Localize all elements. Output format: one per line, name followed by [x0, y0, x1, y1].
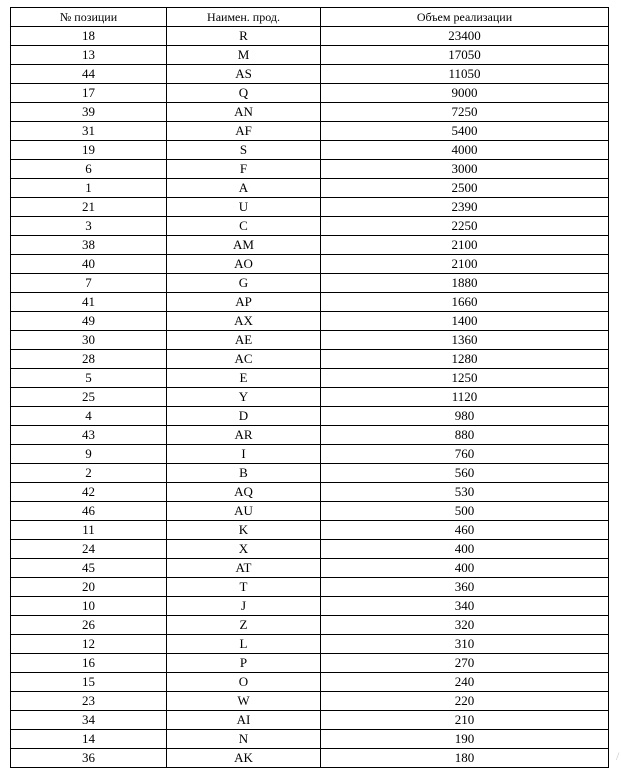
table-row: [11, 483, 609, 502]
cell-position-number: 36: [11, 749, 167, 768]
cell-position-number: 44: [11, 65, 167, 84]
cell-product-name: A: [167, 179, 321, 198]
cell-product-name: U: [167, 198, 321, 217]
cell-sales-volume: 3000: [321, 160, 609, 179]
table-row: [11, 46, 609, 65]
table-row: [11, 559, 609, 578]
cell-position-number: 21: [11, 198, 167, 217]
cell-position-number: 9: [11, 445, 167, 464]
table-row: [11, 730, 609, 749]
table-row: [11, 464, 609, 483]
cell-product-name: L: [167, 635, 321, 654]
table-row: [11, 597, 609, 616]
cell-position-number: 2: [11, 464, 167, 483]
cell-product-name: AC: [167, 350, 321, 369]
cell-sales-volume: 270: [321, 654, 609, 673]
cell-sales-volume: 760: [321, 445, 609, 464]
cell-sales-volume: 4000: [321, 141, 609, 160]
table-row: [11, 160, 609, 179]
table-row: [11, 616, 609, 635]
cell-sales-volume: 980: [321, 407, 609, 426]
cell-sales-volume: 400: [321, 559, 609, 578]
table-row: [11, 179, 609, 198]
table-row: [11, 388, 609, 407]
table-row: [11, 65, 609, 84]
cell-sales-volume: 11050: [321, 65, 609, 84]
cell-product-name: E: [167, 369, 321, 388]
cell-product-name: AP: [167, 293, 321, 312]
cell-sales-volume: 460: [321, 521, 609, 540]
cell-product-name: AT: [167, 559, 321, 578]
cell-position-number: 13: [11, 46, 167, 65]
cell-position-number: 6: [11, 160, 167, 179]
cell-position-number: 43: [11, 426, 167, 445]
cell-sales-volume: 7250: [321, 103, 609, 122]
header-sales-volume: Объем реализации: [321, 8, 609, 27]
table-row: [11, 407, 609, 426]
cell-position-number: 26: [11, 616, 167, 635]
cell-position-number: 25: [11, 388, 167, 407]
table-row: [11, 749, 609, 768]
cell-sales-volume: 1400: [321, 312, 609, 331]
table-row: [11, 84, 609, 103]
cell-position-number: 16: [11, 654, 167, 673]
table-row: [11, 274, 609, 293]
table-row: [11, 426, 609, 445]
cell-product-name: D: [167, 407, 321, 426]
table-row: [11, 521, 609, 540]
table-row: [11, 578, 609, 597]
cell-product-name: AQ: [167, 483, 321, 502]
table-header: [11, 8, 609, 27]
cell-product-name: I: [167, 445, 321, 464]
header-row: [11, 8, 609, 27]
cell-sales-volume: 190: [321, 730, 609, 749]
cell-position-number: 14: [11, 730, 167, 749]
table-row: [11, 673, 609, 692]
table-row: [11, 141, 609, 160]
cell-product-name: AF: [167, 122, 321, 141]
cell-position-number: 31: [11, 122, 167, 141]
cell-position-number: 38: [11, 236, 167, 255]
cell-sales-volume: 23400: [321, 27, 609, 46]
table-row: [11, 369, 609, 388]
cell-position-number: 41: [11, 293, 167, 312]
cell-product-name: Y: [167, 388, 321, 407]
table-row: [11, 635, 609, 654]
cell-position-number: 5: [11, 369, 167, 388]
cell-product-name: Q: [167, 84, 321, 103]
table-row: [11, 103, 609, 122]
cell-product-name: M: [167, 46, 321, 65]
cell-position-number: 15: [11, 673, 167, 692]
cell-product-name: AI: [167, 711, 321, 730]
cell-sales-volume: 210: [321, 711, 609, 730]
cell-product-name: N: [167, 730, 321, 749]
table-row: [11, 27, 609, 46]
cell-product-name: B: [167, 464, 321, 483]
cell-position-number: 24: [11, 540, 167, 559]
cell-position-number: 3: [11, 217, 167, 236]
cell-product-name: AS: [167, 65, 321, 84]
table-row: [11, 350, 609, 369]
cell-product-name: AU: [167, 502, 321, 521]
cell-product-name: J: [167, 597, 321, 616]
cell-sales-volume: 1250: [321, 369, 609, 388]
cell-sales-volume: 9000: [321, 84, 609, 103]
cell-sales-volume: 240: [321, 673, 609, 692]
cell-sales-volume: 180: [321, 749, 609, 768]
cell-sales-volume: 880: [321, 426, 609, 445]
cell-position-number: 17: [11, 84, 167, 103]
table-row: [11, 331, 609, 350]
table-row: [11, 540, 609, 559]
cell-product-name: T: [167, 578, 321, 597]
cell-position-number: 40: [11, 255, 167, 274]
cell-position-number: 30: [11, 331, 167, 350]
cell-sales-volume: 1280: [321, 350, 609, 369]
table-row: [11, 312, 609, 331]
cell-product-name: O: [167, 673, 321, 692]
cell-position-number: 1: [11, 179, 167, 198]
cell-sales-volume: 310: [321, 635, 609, 654]
cell-position-number: 4: [11, 407, 167, 426]
table-body: [11, 27, 609, 768]
cell-position-number: 12: [11, 635, 167, 654]
cell-product-name: R: [167, 27, 321, 46]
table-row: [11, 255, 609, 274]
cell-sales-volume: 1880: [321, 274, 609, 293]
cell-product-name: K: [167, 521, 321, 540]
table-row: [11, 692, 609, 711]
cell-product-name: X: [167, 540, 321, 559]
cell-product-name: W: [167, 692, 321, 711]
cell-sales-volume: 5400: [321, 122, 609, 141]
cell-product-name: AX: [167, 312, 321, 331]
cell-position-number: 42: [11, 483, 167, 502]
cell-product-name: AO: [167, 255, 321, 274]
cell-position-number: 39: [11, 103, 167, 122]
cell-product-name: AR: [167, 426, 321, 445]
cell-product-name: AE: [167, 331, 321, 350]
cell-sales-volume: 1660: [321, 293, 609, 312]
cell-sales-volume: 530: [321, 483, 609, 502]
cell-sales-volume: 2250: [321, 217, 609, 236]
cell-position-number: 10: [11, 597, 167, 616]
table-row: [11, 445, 609, 464]
cell-sales-volume: 320: [321, 616, 609, 635]
cell-position-number: 7: [11, 274, 167, 293]
header-product-name: Наимен. прод.: [167, 8, 321, 27]
table-row: [11, 236, 609, 255]
cell-sales-volume: 360: [321, 578, 609, 597]
cell-product-name: F: [167, 160, 321, 179]
cell-position-number: 49: [11, 312, 167, 331]
table-row: [11, 293, 609, 312]
cell-sales-volume: 1120: [321, 388, 609, 407]
cell-sales-volume: 340: [321, 597, 609, 616]
cell-position-number: 18: [11, 27, 167, 46]
cell-position-number: 45: [11, 559, 167, 578]
cell-position-number: 20: [11, 578, 167, 597]
cell-sales-volume: 400: [321, 540, 609, 559]
cell-sales-volume: 17050: [321, 46, 609, 65]
cell-sales-volume: 2390: [321, 198, 609, 217]
cell-sales-volume: 2100: [321, 236, 609, 255]
cell-product-name: G: [167, 274, 321, 293]
sales-volume-table: [10, 7, 609, 768]
cell-sales-volume: 500: [321, 502, 609, 521]
table-row: [11, 654, 609, 673]
cell-sales-volume: 220: [321, 692, 609, 711]
cell-product-name: S: [167, 141, 321, 160]
cell-position-number: 11: [11, 521, 167, 540]
cell-sales-volume: 2500: [321, 179, 609, 198]
table-row: [11, 198, 609, 217]
cell-sales-volume: 2100: [321, 255, 609, 274]
edge-mark: /: [616, 749, 620, 763]
cell-product-name: AM: [167, 236, 321, 255]
cell-product-name: C: [167, 217, 321, 236]
table-row: [11, 502, 609, 521]
table-row: [11, 122, 609, 141]
table-row: [11, 711, 609, 730]
cell-position-number: 46: [11, 502, 167, 521]
cell-product-name: AK: [167, 749, 321, 768]
cell-position-number: 28: [11, 350, 167, 369]
table-row: [11, 217, 609, 236]
cell-position-number: 19: [11, 141, 167, 160]
cell-sales-volume: 1360: [321, 331, 609, 350]
cell-product-name: Z: [167, 616, 321, 635]
cell-product-name: AN: [167, 103, 321, 122]
cell-position-number: 34: [11, 711, 167, 730]
header-position-number: № позиции: [11, 8, 167, 27]
cell-position-number: 23: [11, 692, 167, 711]
cell-product-name: P: [167, 654, 321, 673]
cell-sales-volume: 560: [321, 464, 609, 483]
